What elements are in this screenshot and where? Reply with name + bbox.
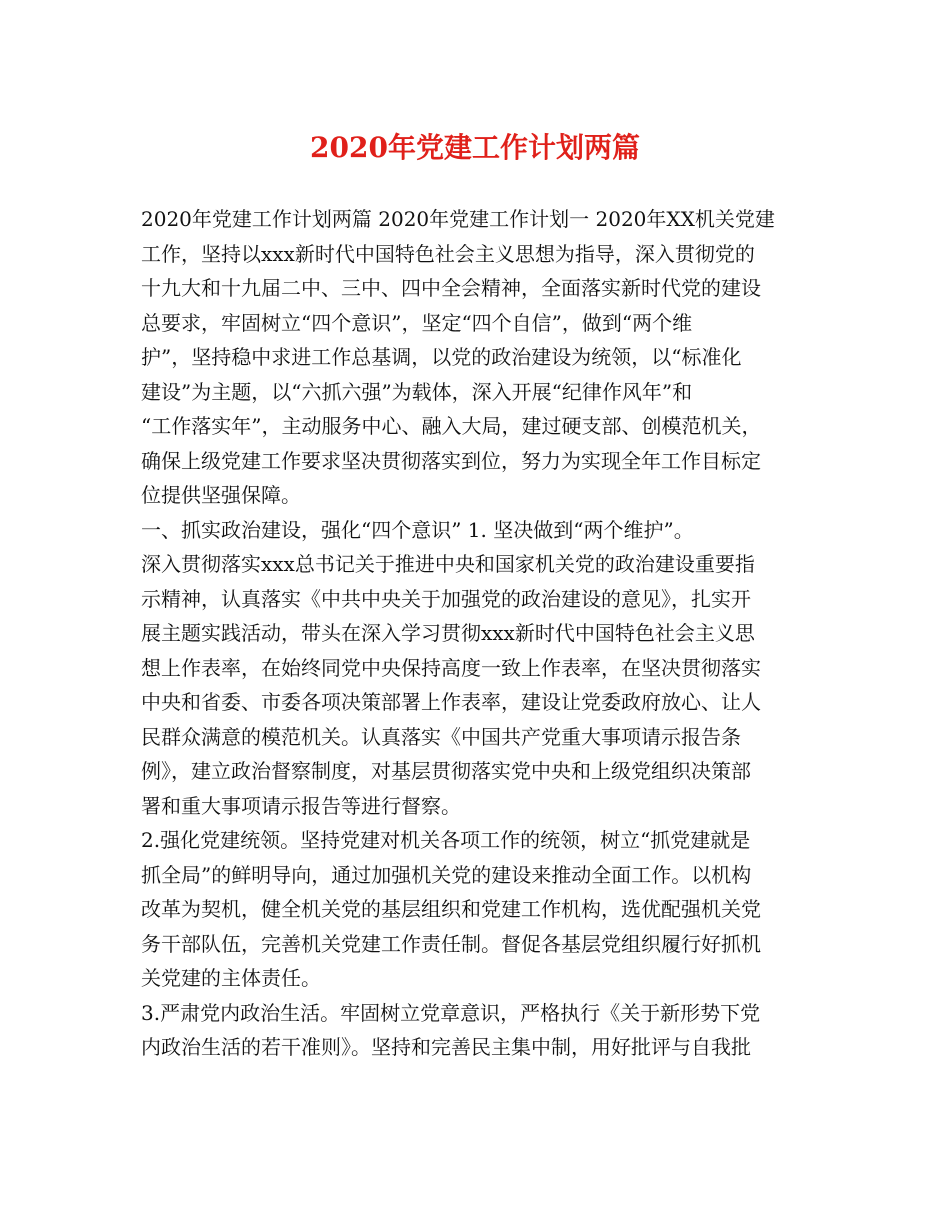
document-title: 2020年党建工作计划两篇 (310, 131, 640, 164)
text-line: “工作落实年”，主动服务中心、融入大局，建过硬支部、创模范机关， (141, 414, 762, 438)
text-line: 3.严肃党内政治生活。牢固树立党章意识，严格执行《关于新形势下党 (141, 1000, 761, 1025)
text-line: 署和重大事项请示报告等进行督察。 (141, 793, 461, 818)
text-line: 改革为契机，健全机关党的基层组织和党建工作机构，选优配强机关党 (141, 897, 761, 921)
text-line: 护”，坚持稳中求进工作总基调，以党的政治建设为统领，以“标准化 (141, 345, 742, 369)
text-line: 内政治生活的若干准则》。坚持和完善民主集中制，用好批评与自我批 (141, 1035, 751, 1059)
text-line: 2020年党建工作计划两篇 2020年党建工作计划一 2020年XX机关党建 (141, 207, 775, 231)
text-line: 位提供坚强保障。 (141, 483, 301, 507)
text-line: 民群众满意的模范机关。认真落实《中国共产党重大事项请示报告条 (141, 724, 741, 749)
text-line: 确保上级党建工作要求坚决贯彻落实到位，努力为实现全年工作目标定 (141, 448, 761, 473)
text-line: 一、抓实政治建设，强化“四个意识” 1. 坚决做到“两个维护”。 (141, 517, 694, 542)
text-line: 总要求，牢固树立“四个意识”，坚定“四个自信”，做到“两个维 (141, 310, 693, 335)
text-line: 深入贯彻落实xxx总书记关于推进中央和国家机关党的政治建设重要指 (141, 552, 755, 576)
text-line: 展主题实践活动，带头在深入学习贯彻xxx新时代中国特色社会主义思 (141, 621, 755, 645)
text-line: 例》，建立政治督察制度，对基层贯彻落实党中央和上级党组织决策部 (141, 759, 751, 783)
text-line: 关党建的主体责任。 (141, 966, 321, 990)
text-line: 务干部队伍，完善机关党建工作责任制。督促各基层党组织履行好抓机 (141, 931, 761, 956)
text-line: 十九大和十九届二中、三中、四中全会精神，全面落实新时代党的建设 (141, 276, 761, 300)
text-line: 工作，坚持以xxx新时代中国特色社会主义思想为指导，深入贯彻党的 (141, 241, 755, 266)
text-line: 示精神，认真落实《中共中央关于加强党的政治建设的意见》，扎实开 (141, 586, 751, 611)
text-line: 中央和省委、市委各项决策部署上作表率，建设让党委政府放心、让人 (141, 690, 761, 714)
document-body (141, 202, 813, 1065)
text-line: 2.强化党建统领。坚持党建对机关各项工作的统领，树立“抓党建就是 (141, 828, 751, 852)
text-line: 想上作表率，在始终同党中央保持高度一致上作表率，在坚决贯彻落实 (141, 655, 761, 680)
text-line: 建设”为主题，以“六抓六强”为载体，深入开展“纪律作风年”和 (141, 379, 693, 404)
text-line: 抓全局”的鲜明导向，通过加强机关党的建设来推动全面工作。以机构 (141, 862, 752, 887)
